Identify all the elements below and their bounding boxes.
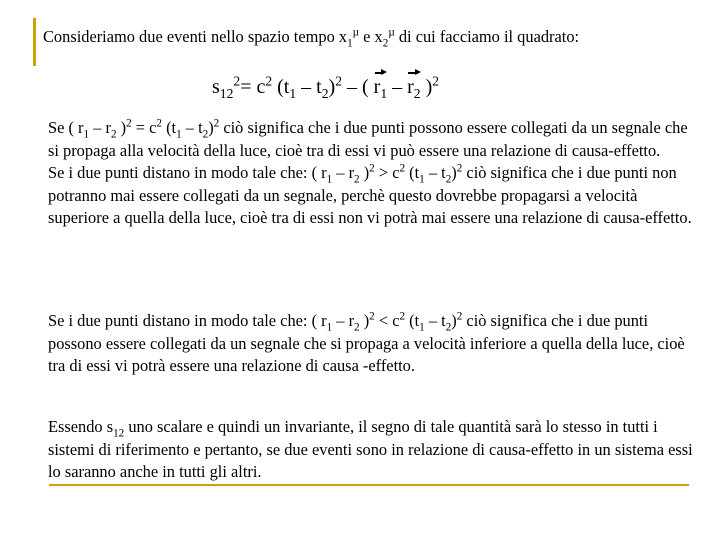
intro-paragraph: Consideriamo due eventi nello spazio tempo $x_1^\mu$ e $x_2^\mu$ di cui facciamo il quadrato: (43, 26, 580, 50)
vector-r1: $r_1$ (374, 76, 387, 99)
vector-arrow-icon (374, 69, 387, 77)
vector-r2: $r_2$ (407, 76, 420, 99)
left-accent-bar (33, 18, 36, 66)
vector-arrow-icon (407, 69, 420, 77)
paragraph-invariant: Essendo $s_{12}$ uno scalare e quindi un invariante, il segno di tale quantità sarà lo stesso in tutti i sistemi di riferimento e pertanto, se due eventi sono in relazione di causa-effetto in un sistema essi lo saranno anche in tutti gli altri. (48, 417, 693, 481)
paragraph-less-than: Se i due punti distano in modo tale che: ( $r_1 - r_2$ )$^2 < c^2$ $(t_1 - t_2)^2$ ciò significa che i due punti possono essere collegati da un segnale che si propaga a velocità inferiore a quella della luce, cioè tra di essi vi potrà essere una relazione di causa -effetto. (48, 310, 685, 375)
bottom-accent-rule (49, 484, 689, 486)
paragraph-equal-and-greater: Se ( $r_1 - r_2$ )$^2 = c^2$ $(t_1 - t_2)^2$ ciò significa che i due punti possono essere collegati da un segnale che si propaga alla velocità della luce, cioè tra di essi vi può essere una relazione di causa-effetto. Se i due punti distano in modo tale che: ( $r_1 - r_2$ )$^2 > c^2$ $(t_1 - t_2)^2$ ciò significa che i due punti non potranno mai essere collegati da un segnale, perchè questo dovrebbe propagarsi a velocità superiore a quella della luce, cioè tra di essi non vi potrà mai essere una relazione di causa-effetto. (48, 117, 692, 227)
interval-formula: $s_{12}^2= c^2$ $(t_1 - t_2)^2$ – ( $r_1$ – $r_2$ )$^2$ (212, 76, 439, 99)
